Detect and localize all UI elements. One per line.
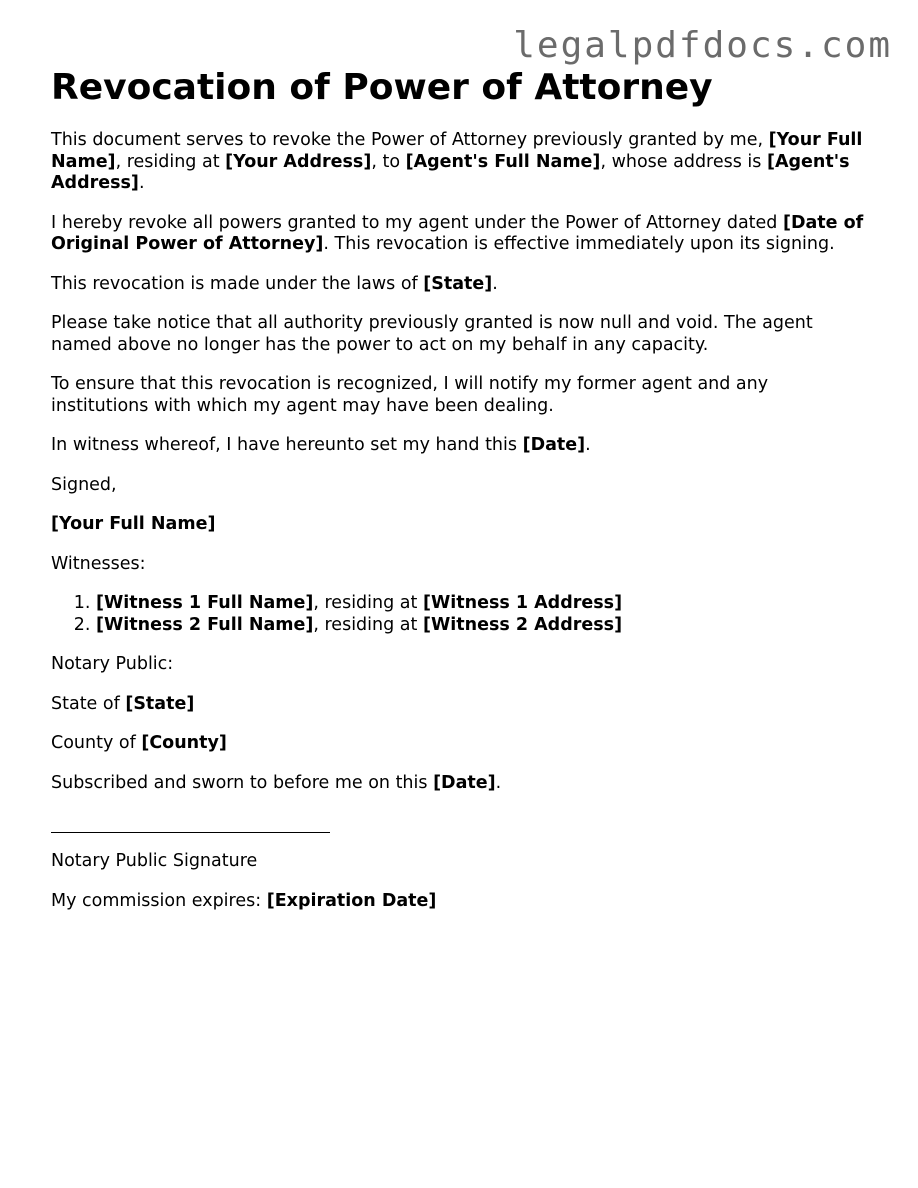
witness-list: [51, 593, 871, 636]
signer-name: [Your Full Name]: [51, 514, 216, 534]
agent-name-placeholder: [Agent's Full Name]: [405, 151, 601, 172]
governing-law-paragraph: This revocation is made under the laws of [State].: [51, 273, 498, 294]
date-placeholder: [Date]: [522, 435, 586, 455]
intro-paragraph: This document serves to revoke the Power of Attorney previously granted by me, [Your Full Name], residing at [Your Address], to [Agent's Full Name], whose address is [Agent's Address].: [51, 130, 863, 193]
notary-signature-label: Notary Public Signature: [51, 851, 258, 871]
state-placeholder: [State]: [423, 273, 493, 294]
commission-line: My commission expires: [Expiration Date]: [51, 890, 437, 911]
notary-label: Notary Public:: [51, 654, 174, 674]
notification-paragraph: To ensure that this revocation is recognized, I will notify my former agent and any institutions with which my agent may have been dealing.: [51, 374, 769, 416]
sworn-line: Subscribed and sworn to before me on this [Date].: [51, 772, 502, 793]
signed-label: Signed,: [51, 474, 117, 495]
notice-paragraph: Please take notice that all authority previously granted is now null and void. The agent named above no longer has the power to act on my behalf in any capacity.: [51, 313, 813, 355]
revocation-paragraph: I hereby revoke all powers granted to my agent under the Power of Attorney dated [Date of Original Power of Attorney]. This revocation is effective immediately upon its signing.: [51, 212, 864, 254]
watermark: legalpdfdocs.com: [513, 25, 892, 66]
witness-whereof-paragraph: In witness whereof, I have hereunto set my hand this [Date].: [51, 435, 591, 455]
list-item: 2. [Witness 2 Full Name], residing at [Witness 2 Address]: [96, 615, 871, 637]
principal-address-placeholder: [Your Address]: [225, 151, 372, 172]
principal-name-placeholder: [Your Full Name]: [51, 130, 863, 172]
signature-line: [51, 832, 330, 833]
list-item: 1. [Witness 1 Full Name], residing at [Witness 1 Address]: [96, 593, 871, 615]
notary-state-line: State of [State]: [51, 693, 195, 714]
notary-county-line: County of [County]: [51, 733, 227, 753]
document-title: Revocation of Power of Attorney: [51, 67, 713, 108]
agent-address-placeholder: [Agent's Address]: [51, 151, 850, 193]
witnesses-label: Witnesses:: [51, 553, 146, 574]
document-page: [51, 66, 871, 930]
original-poa-date-placeholder: [Date of Original Power of Attorney]: [51, 212, 864, 254]
